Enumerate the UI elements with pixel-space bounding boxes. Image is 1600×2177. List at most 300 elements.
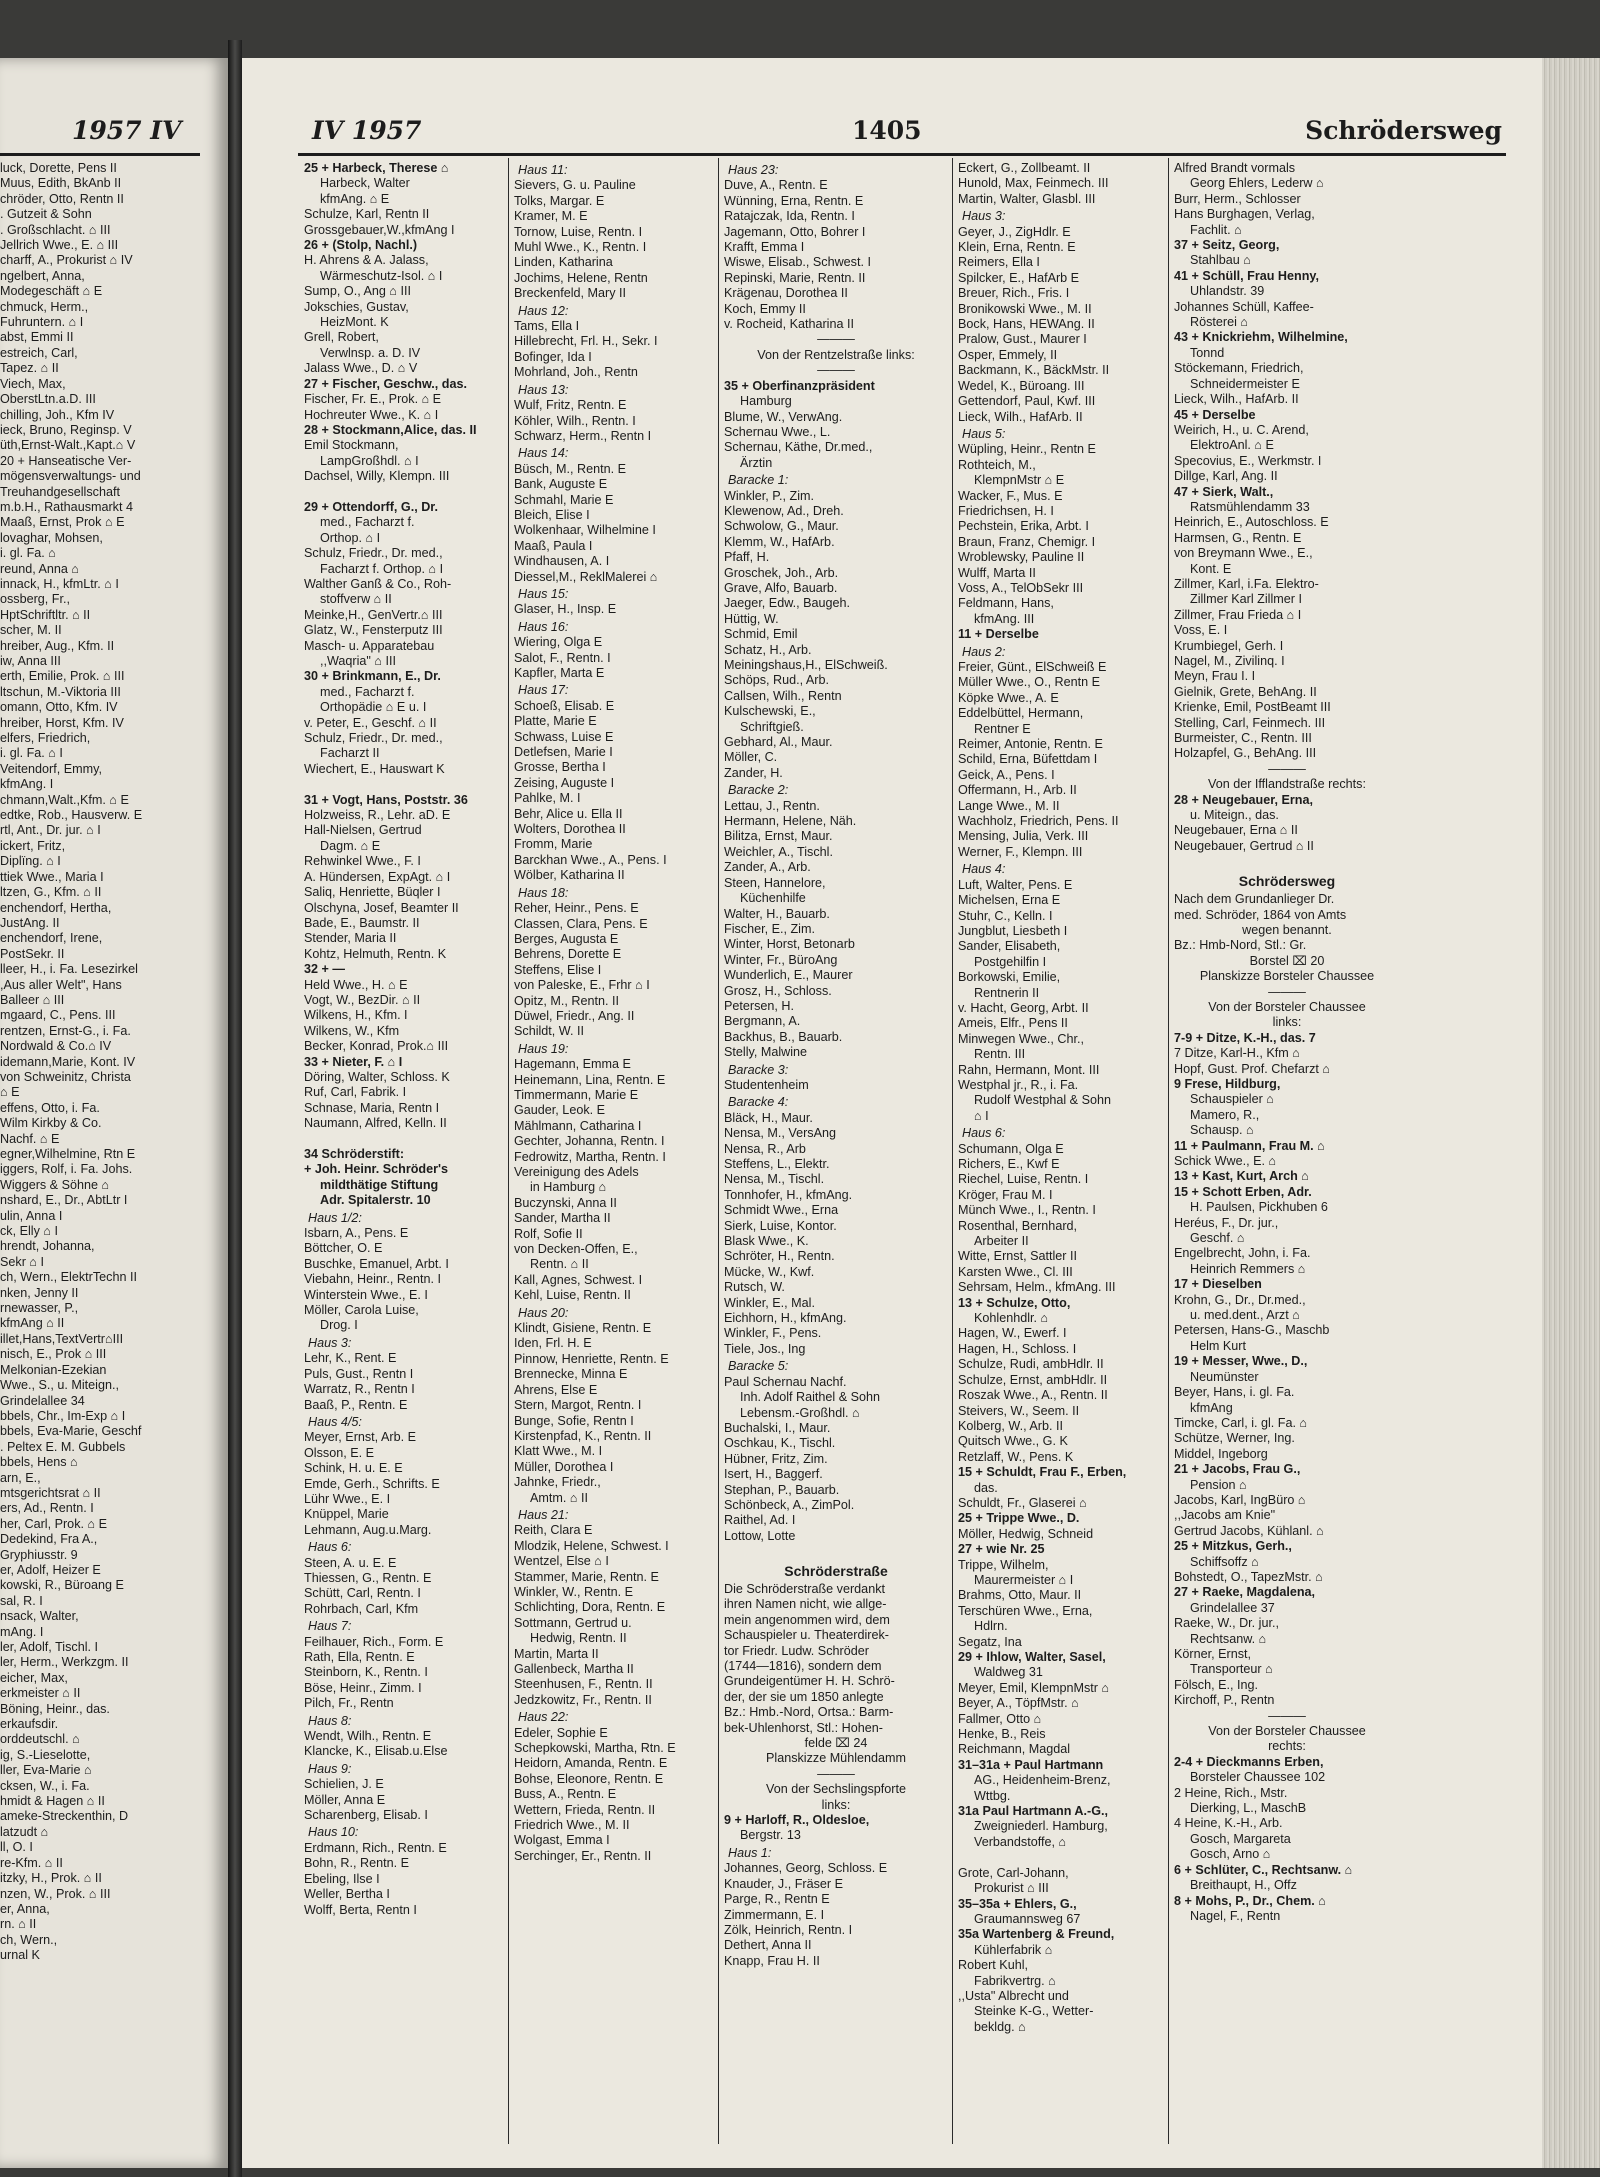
directory-line: Hagen, H., Schloss. I [958,1341,1077,1356]
directory-line: Tornow, Luise, Rentn. I [514,224,643,239]
directory-line: Wünning, Erna, Rentn. E [724,193,864,208]
directory-line: Schauspieler u. Theaterdirek- [724,1628,889,1643]
directory-line: stoffverw ⌂ II [320,592,392,607]
directory-line: Kramer, M. E [514,209,588,224]
house-subheading: Haus 5: [962,426,1006,441]
directory-line: 41 + Schüll, Frau Henny, [1174,268,1319,283]
directory-line: Rentn. ⌂ II [530,1257,589,1272]
directory-line: Wolff, Berta, Rentn I [304,1902,417,1917]
directory-line: mAng. I [0,1624,44,1639]
directory-line: Postgehilfin I [974,954,1047,969]
directory-line: Wttbg. [974,1788,1011,1803]
directory-line: nsack, Walter, [0,1609,79,1624]
directory-line: Schick Wwe., E. ⌂ [1174,1154,1277,1168]
directory-line: egner,Wilhelmine, Rtn E [0,1147,136,1161]
directory-line: Gosch, Arno ⌂ [1190,1847,1271,1862]
directory-line: med. Schröder, 1864 von Amts [1174,907,1347,922]
directory-line: 43 + Knickriehm, Wilhelmine, [1174,330,1348,345]
directory-line: Tams, Ella I [514,319,580,334]
directory-line: Emil Stockmann, [304,438,399,453]
directory-line: Salot, F., Rentn. I [514,650,611,665]
directory-line: Pension ⌂ [1190,1477,1247,1492]
directory-line: Terschüren Wwe., Erna, [958,1603,1093,1618]
page-number: 1405 [852,116,922,145]
directory-line: Bilitza, Ernst, Maur. [724,829,833,844]
directory-line: Geick, A., Pens. I [958,767,1055,782]
directory-line: Walther Ganß & Co., Roh- [304,576,452,591]
directory-line: i. gl. Fa. ⌂ [0,546,56,561]
directory-line: lleer, H., i. Fa. Lesezirkel [0,962,138,977]
directory-line [958,1850,1164,1865]
directory-line: ickert, Fritz, [0,838,66,853]
directory-line: OberstLtn.a.D. III [0,392,96,407]
directory-line: 4 Heine, K.-H., Arb. [1174,1816,1283,1831]
directory-line: Minwegen Wwe., Chr., [958,1031,1084,1046]
directory-line: Borsteler Chaussee 102 [1190,1770,1326,1785]
directory-line: von Decken-Offen, E., [514,1242,638,1257]
directory-line: ig, S.-Lieselotte, [0,1747,91,1762]
directory-line: Nagel, M., Zivilinq. I [1174,654,1285,668]
directory-line: Ameis, Elfr., Pens II [958,1016,1068,1031]
directory-line: Friedrichsen, H. I [958,503,1054,518]
directory-line: Schwarz, Herm., Rentn I [514,428,652,443]
directory-line: Knapp, Frau H. II [724,1953,820,1968]
house-subheading: Haus 6: [308,1540,352,1555]
directory-line: Puls, Gust., Rentn I [304,1366,414,1381]
house-subheading: Haus 12: [518,303,569,318]
directory-line: Winter, Fr., BüroAng [724,952,838,967]
directory-line: Nensa, R., Arb [724,1141,806,1156]
directory-line: Lange Wwe., M. II [958,798,1060,813]
directory-line: Retzlaff, W., Pens. K [958,1449,1074,1464]
directory-line: Klein, Erna, Rentn. E [958,240,1076,255]
directory-line: Wedel, K., Büroang. III [958,378,1085,393]
directory-line: ,,Waqria" ⌂ III [320,654,396,668]
directory-line: Quitsch Wwe., G. K [958,1434,1068,1449]
directory-line: Meyn, Frau I. I [1174,669,1256,684]
directory-line: Friedrich Wwe., M. II [514,1818,630,1833]
directory-line: Zillmer, Frau Frieda ⌂ I [1174,607,1302,622]
directory-line: Wulf, Fritz, Rentn. E [514,398,627,413]
house-subheading: Haus 10: [308,1825,359,1840]
directory-line: Weichler, A., Tischl. [724,844,833,859]
directory-line: idemann,Marie, Kont. IV [0,1054,136,1069]
directory-line: Pinnow, Henriette, Rentn. E [514,1351,669,1366]
directory-line [1174,854,1400,869]
directory-line: Waldweg 31 [974,1665,1043,1680]
directory-line: Kröger, Frau M. I [958,1187,1053,1202]
directory-line: Rohrbach, Carl, Kfm [304,1601,419,1616]
directory-line: 28 + Neugebauer, Erna, [1174,792,1313,807]
directory-line: Grundeigentümer H. H. Schrö- [724,1674,895,1689]
directory-line: ller, Eva-Marie ⌂ [0,1763,92,1778]
house-subheading: Haus 22: [518,1710,569,1725]
directory-line: Schulze, Ernst, ambHdlr. II [958,1372,1108,1387]
directory-line: Uhlandstr. 39 [1190,284,1265,299]
directory-line: ler, Adolf, Tischl. I [0,1640,98,1654]
directory-line: Wiswe, Elisab., Schwest. I [724,255,871,270]
directory-line: Callsen, Wilh., Rentn [724,688,842,703]
directory-line: Zimmermann, E. I [724,1907,825,1922]
directory-line: Klancke, K., Elisab.u.Else [304,1744,448,1759]
directory-line: ltzen, G., Kfm. ⌂ II [0,885,102,900]
directory-line: Thiessen, G., Rentn. E [304,1570,432,1585]
directory-line: Kapfler, Marta E [514,666,605,680]
street-header: Schrödersweg [1305,116,1502,145]
directory-line: Stender, Maria II [304,931,397,946]
directory-line: 31–31a + Paul Hartmann [958,1757,1104,1772]
directory-line: Backmann, K., BäckMstr. II [958,363,1110,378]
directory-line: Wacker, F., Mus. E [958,488,1063,503]
directory-line: Bz.: Hmb.-Nord, Ortsa.: Barm- [724,1705,894,1720]
directory-line: Sottmann, Gertrud u. [514,1615,632,1630]
directory-line: elfers, Friedrich, [0,731,91,746]
directory-line: Baaß, P., Rentn. E [304,1397,408,1412]
directory-line: Erdmann, Rich., Rentn. E [304,1840,447,1855]
directory-line: Heréus, F., Dr. jur., [1174,1215,1279,1230]
directory-line: Kühlerfabrik ⌂ [974,1942,1053,1957]
directory-line: Bohse, Eleonore, Rentn. E [514,1771,664,1786]
directory-line: 29 + Ihlow, Walter, Sasel, [958,1650,1106,1664]
directory-line: Mamero, R., [1190,1107,1260,1122]
directory-line: Müller, Dorothea I [514,1459,614,1474]
directory-line: Sander, Elisabeth, [958,939,1061,954]
directory-line: Kolberg, W., Arb. II [958,1418,1063,1433]
directory-line: Geschf. ⌂ [1190,1231,1245,1246]
directory-line: Jedzkowitz, Fr., Rentn. II [514,1692,652,1707]
directory-line: Döring, Walter, Schloss. K [304,1069,450,1084]
directory-line: Jellrich Wwe., E. ⌂ III [0,238,119,253]
directory-line: H. Paulsen, Pickhuben 6 [1190,1200,1328,1215]
directory-line: Bergmann, A. [724,1014,801,1029]
directory-line: ⌂ E [0,1085,20,1100]
directory-line: (1744—1816), sondern dem [724,1659,882,1673]
directory-line: enchendorf, Hertha, [0,900,112,915]
directory-line: Wwe., S., u. Miteign., [0,1378,119,1393]
directory-line: Winter, Horst, Betonarb [724,937,855,952]
directory-line: Wüpling, Heinr., Rentn E [958,442,1096,457]
directory-line: Von der Borsteler Chaussee [1208,1724,1366,1739]
directory-line: Meinke,H., GenVertr.⌂ III [304,607,443,622]
directory-line: Dachsel, Willy, Klempn. III [304,469,450,484]
house-subheading: Haus 14: [518,446,569,461]
directory-line: Fedrowitz, Martha, Rentn. I [514,1149,666,1164]
directory-line: Reimer, Antonie, Rentn. E [958,737,1103,752]
directory-line: rtl, Ant., Dr. jur. ⌂ I [0,823,101,838]
directory-line: bbels, Hens ⌂ [0,1455,78,1470]
directory-line: Naumann, Alfred, Kelln. II [304,1116,447,1131]
directory-column-2 [514,161,714,2142]
directory-line: Ruf, Carl, Fabrik. I [304,1085,407,1100]
directory-line: Walter, H., Bauarb. [724,906,830,921]
directory-line [724,1544,948,1559]
directory-line: Burr, Herm., Schlosser [1174,191,1301,206]
directory-line: Behr, Alice u. Ella II [514,806,623,821]
directory-line: Wiggers & Söhne ⌂ [0,1177,110,1192]
directory-line: . Gutzeit & Sohn [0,207,92,222]
directory-line: ngelbert, Anna, [0,268,85,283]
directory-line: . Peltex E. M. Gubbels [0,1439,126,1454]
directory-line: re-Kfm. ⌂ II [0,1855,63,1870]
directory-line: Schild, Erna, Büfettdam I [958,752,1098,767]
directory-column-4 [958,161,1164,2142]
directory-line: von Paleske, E., Frhr ⌂ I [514,978,650,993]
directory-line: Lieck, Wilh., HafArb. II [958,409,1083,424]
directory-line: Hagemann, Emma E [514,1057,631,1072]
directory-line: hmidt & Hagen ⌂ II [0,1794,105,1809]
directory-line: Wolgast, Emma I [514,1833,610,1848]
directory-line: Köpke Wwe., A. E [958,690,1059,705]
directory-line: nken, Jenny II [0,1285,79,1300]
directory-line: Detlefsen, Marie I [514,745,613,760]
directory-line: Schöps, Rud., Arb. [724,673,830,688]
directory-line: Rothteich, M., [958,457,1036,472]
directory-line: mtsgerichtsrat ⌂ II [0,1485,101,1500]
directory-line: med., Facharzt f. [320,515,415,530]
directory-line: Brennecke, Minna E [514,1367,628,1382]
directory-line: Jalass Wwe., D. ⌂ V [304,361,418,376]
directory-line: Bunge, Sofie, Rentn I [514,1413,634,1428]
directory-line: Fachlit. ⌂ [1190,222,1242,237]
directory-line: Grosse, Bertha I [514,760,606,775]
directory-line: effens, Otto, i. Fa. [0,1100,100,1115]
directory-line: Bleich, Elise I [514,507,590,522]
directory-line: Spilcker, E., HafArb E [958,270,1080,285]
directory-line: 6 + Schlüter, C., Rechtsanw. ⌂ [1174,1862,1353,1877]
directory-line: Mensing, Julia, Verk. III [958,829,1089,844]
directory-line: Mlodzik, Helene, Schwest. I [514,1538,669,1553]
directory-line: Sander, Martha II [514,1211,611,1226]
directory-line: Windhausen, A. I [514,554,610,569]
directory-line: Kirchoff, P., Rentn [1174,1693,1275,1708]
left-page [0,58,228,2168]
directory-line: Möller, Carola Luise, [304,1303,419,1318]
directory-line: Burmeister, C., Rentn. III [1174,731,1312,746]
directory-line: Stelly, Malwine [724,1045,808,1060]
directory-line: u. Miteign., das. [1190,808,1279,823]
directory-line: urnal K [0,1948,40,1963]
directory-line: Georg Ehlers, Lederw ⌂ [1190,176,1324,191]
directory-line: sal, R. I [0,1593,43,1608]
directory-line: itzky, H., Prok. ⌂ II [0,1871,102,1886]
house-subheading: Baracke 2: [728,783,789,798]
directory-line: erkmeister ⌂ II [0,1686,81,1701]
directory-line: felde ⌧ 24 [804,1736,868,1751]
directory-line: ch, Wern., ElektrTechn II [0,1270,137,1285]
directory-line: Schernau Wwe., L. [724,424,831,439]
house-subheading: Haus 3: [962,209,1006,224]
directory-line: Groschek, Joh., Arb. [724,565,839,580]
directory-line: Schielien, J. E [304,1777,384,1792]
directory-line: 19 + Messer, Wwe., D., [1174,1354,1308,1369]
directory-line: Meiningshaus,H., ElSchweiß. [724,658,888,672]
directory-line: Breckenfeld, Mary II [514,286,626,301]
directory-line: illet,Hans,TextVertr⌂III [0,1331,124,1346]
directory-line: Hdlrn. [974,1619,1008,1634]
directory-line: Möller, Hedwig, Schneid [958,1526,1094,1541]
directory-line: Michelsen, Erna E [958,893,1061,908]
directory-line: edtke, Rob., Hausverw. E [0,808,143,823]
house-subheading: Haus 11: [518,163,568,177]
directory-line: Robert Kuhl, [958,1958,1029,1973]
directory-line: Rösterei ⌂ [1190,315,1249,330]
house-subheading: Haus 16: [518,619,569,634]
directory-line: ck, Elly ⌂ I [0,1224,58,1239]
directory-line: Weller, Bertha I [304,1887,390,1902]
directory-line: wegen benannt. [1242,922,1332,937]
directory-line: links: [1272,1015,1302,1030]
directory-line: Geyer, J., ZigHdlr. E [958,224,1071,239]
directory-line: Studentenheim [724,1077,809,1092]
directory-line: Rudolf Westphal & Sohn [974,1093,1111,1108]
directory-line: 11 + Paulmann, Frau M. ⌂ [1174,1138,1325,1153]
directory-line: Muus, Edith, BkAnb II [0,176,122,191]
directory-line: Harmsen, G., Rentn. E [1174,530,1302,545]
directory-line: 25 + Trippe Wwe., D. [958,1511,1080,1526]
directory-line: 8 + Mohs, P., Dr., Chem. ⌂ [1174,1893,1326,1908]
directory-line: Winkler, P., Zim. [724,488,815,503]
directory-line: v. Hacht, Georg, Arbt. II [958,1000,1089,1015]
directory-line: Krafft, Emma I [724,240,805,255]
directory-line: Hüttig, W. [724,611,779,626]
directory-line: Borkowski, Emilie, [958,970,1061,985]
house-subheading: Haus 21: [518,1507,569,1522]
directory-line: Rahn, Hermann, Mont. III [958,1062,1100,1077]
column-divider [508,158,509,2144]
directory-line: hreiber, Horst, Kfm. IV [0,715,124,730]
directory-line: Middel, Ingeborg [1174,1446,1268,1461]
directory-line: mögensverwaltungs- und [0,469,141,484]
directory-line: Mücke, W., Kwf. [724,1264,815,1279]
directory-line: 27 + Fischer, Geschw., das. [304,376,467,391]
directory-line: Meyer, Emil, KlempnMstr ⌂ [958,1680,1110,1695]
directory-line: Lottow, Lotte [724,1528,796,1543]
directory-line: Fischer, E., Zim. [724,921,815,936]
directory-line: Petersen, H. [724,998,794,1013]
directory-line: Schauspieler ⌂ [1190,1092,1274,1107]
directory-line: ——— [1268,761,1306,776]
directory-line: Bohn, R., Rentn. E [304,1856,410,1871]
directory-line: arn, E., [0,1470,41,1485]
directory-line: Bohstedt, O., TapezMstr. ⌂ [1174,1569,1323,1584]
house-subheading: Baracke 5: [728,1359,789,1374]
directory-line: Drog. I [320,1318,358,1333]
directory-line: Hübner, Fritz, Zim. [724,1451,828,1466]
directory-line: Gertrud Jacobs, Kühlanl. ⌂ [1174,1523,1324,1538]
directory-line: Freier, Günt., ElSchweiß E [958,660,1107,674]
directory-line: 37 + Seitz, Georg, [1174,238,1280,253]
directory-line: Olsson, E. E [304,1445,374,1460]
directory-line: er, Anna, [0,1901,50,1916]
directory-line: Sierk, Luise, Kontor. [724,1218,837,1233]
directory-line: Krumbiegel, Gerh. I [1174,638,1284,653]
house-subheading: Haus 18: [518,885,569,900]
house-subheading: Haus 3: [308,1335,352,1350]
directory-line: der, der sie um 1850 anlegte [724,1689,884,1704]
directory-line: Steinborn, K., Rentn. I [304,1665,428,1680]
directory-line: Möller, Anna E [304,1792,386,1807]
directory-line: Becker, Konrad, Prok.⌂ III [304,1039,449,1054]
house-subheading: Haus 17: [518,683,569,698]
directory-line: Neugebauer, Erna ⌂ II [1174,823,1298,838]
directory-line: KlempnMstr ⌂ E [974,473,1065,488]
directory-line: ulin, Anna I [0,1208,63,1223]
directory-line: ElektroAnl. ⌂ E [1190,438,1274,453]
directory-line: Grindelallee 34 [0,1393,85,1408]
directory-line: Oschkau, K., Tischl. [724,1436,836,1451]
directory-line: bbels, Chr., Im-Exp ⌂ I [0,1408,126,1423]
directory-line: kfmAng [1190,1400,1233,1415]
directory-line: Krägenau, Dorothea II [724,286,848,301]
directory-line: Segatz, Ina [958,1634,1022,1649]
directory-line: Melkonian-Ezekian [0,1362,107,1377]
directory-line: Wendt, Wilh., Rentn. E [304,1729,432,1744]
directory-line: von Schweinitz, Christa [0,1069,131,1084]
directory-line: Beyer, Hans, i. gl. Fa. [1174,1385,1295,1400]
directory-line: Schildt, W. II [514,1024,584,1039]
directory-line: Pahlke, M. I [514,791,581,806]
directory-line: Bläck, H., Maur. [724,1110,813,1125]
directory-line: Timmermann, Marie E [514,1087,639,1102]
directory-line: Muhl Wwe., K., Rentn. I [514,240,647,255]
directory-line: Wulff, Marta II [958,565,1036,580]
directory-line: Wachholz, Friedrich, Pens. II [958,814,1119,829]
directory-line: Hamburg [740,394,792,409]
directory-line: Behrens, Dorette E [514,947,622,962]
directory-line: Saliq, Henriette, Büqler I [304,885,441,900]
directory-line: Diessel,M., ReklMalerei ⌂ [514,569,658,584]
directory-line: nshard, E., Dr., AbtLtr I [0,1193,128,1208]
directory-line: 13 + Kast, Kurt, Arch ⌂ [1174,1169,1309,1184]
directory-line: Raeke, W., Dr. jur., [1174,1616,1279,1631]
directory-line: Wilkens, W., Kfm [304,1023,400,1038]
directory-line: Mohrland, Joh., Rentn [514,365,638,380]
directory-line: üth,Ernst-Walt.,Kapt.⌂ V [0,438,136,453]
directory-line: Wolkenhaar, Wilhelmine I [514,523,656,538]
directory-line: Wettern, Frieda, Rentn. II [514,1802,656,1817]
directory-line: Opitz, M., Rentn. II [514,993,619,1008]
directory-line: Wölber, Katharina II [514,868,625,883]
directory-line: Buschke, Emanuel, Arbt. I [304,1256,449,1271]
directory-line: Sekr ⌂ I [0,1254,44,1269]
directory-line: Klatt Wwe., M. I [514,1444,603,1459]
directory-line: Emde, Gerh., Schrifts. E [304,1476,440,1491]
directory-line: 21 + Jacobs, Frau G., [1174,1462,1301,1477]
directory-line: A. Hündersen, ExpAgt. ⌂ I [304,869,451,884]
directory-line: in Hamburg ⌂ [530,1180,607,1195]
directory-line: Von der Sechslingspforte [765,1782,907,1797]
directory-line: Kohtz, Helmuth, Rentn. K [304,946,447,961]
house-subheading: Haus 1: [728,1845,772,1860]
directory-line: Veitendorf, Emmy, [0,761,102,776]
directory-line: Lettau, J., Rentn. [724,798,820,813]
directory-line: Diplïng. ⌂ I [0,854,61,869]
directory-line: Linden, Katharina [514,255,613,270]
directory-line: Schumann, Olga E [958,1141,1064,1156]
directory-line: orddeutschl. ⌂ [0,1732,80,1747]
directory-line: ossberg, Fr., [0,592,70,607]
directory-line: Böning, Heinr., das. [0,1701,110,1716]
directory-line: Schatz, H., Arb. [724,642,812,657]
directory-line: Bronikowski Wwe., M. II [958,301,1092,316]
directory-line: Jagemann, Otto, Bohrer I [724,224,866,239]
directory-line: Fallmer, Otto ⌂ [958,1711,1042,1726]
directory-line: Petersen, Hans-G., Maschb [1174,1323,1330,1338]
directory-line: ttiek Wwe., Maria I [0,869,104,884]
directory-line: Grave, Alfo, Bauarb. [724,580,838,595]
directory-line: Winterstein Wwe., E. I [304,1287,428,1302]
directory-line: Hermann, Helene, Näh. [724,814,857,829]
